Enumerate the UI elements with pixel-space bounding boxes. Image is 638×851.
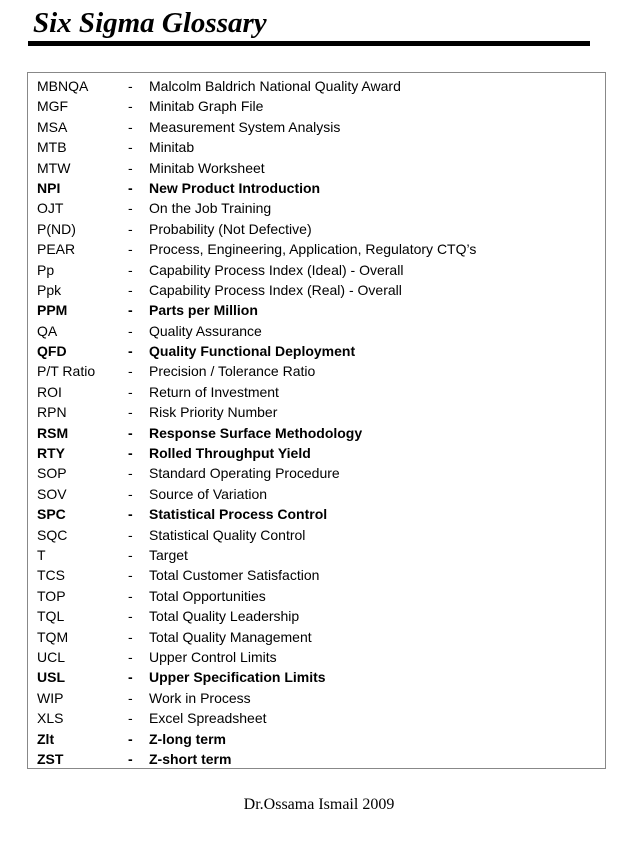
glossary-separator: - <box>128 669 133 686</box>
glossary-definition: Measurement System Analysis <box>149 118 341 135</box>
glossary-separator: - <box>128 587 133 604</box>
glossary-row <box>28 382 605 402</box>
glossary-row <box>28 708 605 728</box>
glossary-abbreviation: SPC <box>37 506 66 523</box>
glossary-definition: Total Quality Management <box>149 628 312 645</box>
glossary-abbreviation: SOV <box>37 485 67 502</box>
glossary-abbreviation: SOP <box>37 465 67 482</box>
glossary-definition: Return of Investment <box>149 383 279 400</box>
footer-author: Dr.Ossama Ismail 2009 <box>243 796 395 813</box>
glossary-separator: - <box>128 139 133 156</box>
glossary-row <box>28 361 605 381</box>
glossary-abbreviation: QA <box>37 322 58 339</box>
glossary-abbreviation: MTB <box>37 139 67 156</box>
glossary-abbreviation: P(ND) <box>37 220 76 237</box>
glossary-row <box>28 463 605 483</box>
glossary-row <box>28 647 605 667</box>
glossary-definition: Statistical Quality Control <box>149 526 306 543</box>
glossary-definition: New Product Introduction <box>149 179 321 196</box>
glossary-row <box>28 219 605 239</box>
glossary-abbreviation: NPI <box>37 179 61 196</box>
glossary-row <box>28 341 605 361</box>
glossary-row <box>28 96 605 116</box>
glossary-row <box>28 606 605 626</box>
glossary-definition: Target <box>149 546 188 563</box>
glossary-separator: - <box>128 343 133 360</box>
glossary-separator: - <box>128 302 133 319</box>
glossary-separator: - <box>128 628 133 645</box>
glossary-row <box>28 137 605 157</box>
glossary-abbreviation: MGF <box>37 98 69 115</box>
glossary-abbreviation: TOP <box>37 587 66 604</box>
glossary-separator: - <box>128 159 133 176</box>
glossary-row <box>28 300 605 320</box>
glossary-definition: Malcolm Baldrich National Quality Award <box>149 78 401 94</box>
glossary-definition: Minitab <box>149 139 195 156</box>
glossary-definition: Work in Process <box>149 689 251 706</box>
glossary-abbreviation: XLS <box>37 710 64 727</box>
glossary-definition: Statistical Process Control <box>149 506 328 523</box>
glossary-abbreviation: MBNQA <box>37 78 89 94</box>
glossary-abbreviation: ROI <box>37 383 62 400</box>
glossary-abbreviation: TQM <box>37 628 69 645</box>
glossary-separator: - <box>128 220 133 237</box>
glossary-definition: Precision / Tolerance Ratio <box>149 363 316 380</box>
glossary-abbreviation: ZST <box>37 750 64 767</box>
glossary-abbreviation: MSA <box>37 118 68 135</box>
glossary-definition: Capability Process Index (Real) - Overall <box>149 281 402 298</box>
glossary-separator: - <box>128 689 133 706</box>
glossary-definition: Excel Spreadsheet <box>149 710 267 727</box>
glossary-row <box>28 667 605 687</box>
glossary-definition: Total Quality Leadership <box>149 608 300 625</box>
glossary-definition: Process, Engineering, Application, Regulatory CTQ’s <box>149 241 477 258</box>
glossary-row <box>28 729 605 749</box>
glossary-table <box>27 72 606 769</box>
glossary-row <box>28 565 605 585</box>
glossary-separator: - <box>128 648 133 665</box>
glossary-row <box>28 402 605 422</box>
glossary-separator: - <box>128 445 133 462</box>
glossary-abbreviation: SQC <box>37 526 68 543</box>
glossary-row <box>28 198 605 218</box>
glossary-definition: Minitab Worksheet <box>149 159 265 176</box>
glossary-abbreviation: USL <box>37 669 65 686</box>
glossary-definition: Total Customer Satisfaction <box>149 567 320 584</box>
glossary-definition: Upper Control Limits <box>149 648 277 665</box>
glossary-separator: - <box>128 179 133 196</box>
glossary-definition: Z-long term <box>149 730 226 747</box>
glossary-row <box>28 627 605 647</box>
glossary-separator: - <box>128 261 133 278</box>
glossary-row <box>28 280 605 300</box>
glossary-definition: Source of Variation <box>149 485 268 502</box>
glossary-definition: Minitab Graph File <box>149 98 264 115</box>
glossary-row <box>28 76 605 96</box>
glossary-row <box>28 586 605 606</box>
glossary-abbreviation: TQL <box>37 608 65 625</box>
glossary-abbreviation: WIP <box>37 689 64 706</box>
glossary-separator: - <box>128 750 133 767</box>
glossary-definition: Probability (Not Defective) <box>149 220 312 237</box>
glossary-definition: Capability Process Index (Ideal) - Overall <box>149 261 404 278</box>
glossary-separator: - <box>128 98 133 115</box>
glossary-definition: Standard Operating Procedure <box>149 465 340 482</box>
glossary-separator: - <box>128 424 133 441</box>
page-title: Six Sigma Glossary <box>33 7 267 39</box>
glossary-row <box>28 525 605 545</box>
glossary-definition: Parts per Million <box>149 302 258 319</box>
glossary-separator: - <box>128 546 133 563</box>
glossary-separator: - <box>128 404 133 421</box>
glossary-abbreviation: PPM <box>37 302 68 319</box>
glossary-row <box>28 688 605 708</box>
glossary-separator: - <box>128 710 133 727</box>
glossary-abbreviation: OJT <box>37 200 64 217</box>
glossary-separator: - <box>128 567 133 584</box>
glossary-row <box>28 321 605 341</box>
glossary-rows <box>28 76 605 769</box>
glossary-row <box>28 443 605 463</box>
glossary-abbreviation: P/T Ratio <box>37 363 96 380</box>
glossary-row <box>28 749 605 769</box>
glossary-abbreviation: T <box>37 546 46 563</box>
glossary-abbreviation: RSM <box>37 424 69 441</box>
glossary-separator: - <box>128 281 133 298</box>
glossary-separator: - <box>128 526 133 543</box>
title-underline <box>28 41 590 46</box>
glossary-separator: - <box>128 383 133 400</box>
glossary-separator: - <box>128 506 133 523</box>
glossary-definition: Total Opportunities <box>149 587 266 604</box>
glossary-separator: - <box>128 241 133 258</box>
glossary-definition: Quality Assurance <box>149 322 262 339</box>
glossary-definition: On the Job Training <box>149 200 272 217</box>
glossary-definition: Risk Priority Number <box>149 404 278 421</box>
glossary-abbreviation: Pp <box>37 261 55 278</box>
glossary-separator: - <box>128 465 133 482</box>
glossary-abbreviation: RTY <box>37 445 65 462</box>
glossary-abbreviation: Zlt <box>37 730 55 747</box>
glossary-definition: Quality Functional Deployment <box>149 343 356 360</box>
glossary-separator: - <box>128 730 133 747</box>
glossary-abbreviation: MTW <box>37 159 71 176</box>
glossary-abbreviation: UCL <box>37 648 66 665</box>
glossary-abbreviation: PEAR <box>37 241 76 258</box>
glossary-separator: - <box>128 485 133 502</box>
glossary-separator: - <box>128 78 133 94</box>
glossary-separator: - <box>128 118 133 135</box>
glossary-separator: - <box>128 363 133 380</box>
glossary-definition: Rolled Throughput Yield <box>149 445 311 462</box>
glossary-definition: Response Surface Methodology <box>149 424 363 441</box>
glossary-row <box>28 239 605 259</box>
glossary-abbreviation: Ppk <box>37 281 62 298</box>
glossary-abbreviation: TCS <box>37 567 65 584</box>
glossary-separator: - <box>128 200 133 217</box>
glossary-abbreviation: RPN <box>37 404 67 421</box>
glossary-row <box>28 423 605 443</box>
glossary-definition: Upper Specification Limits <box>149 669 326 686</box>
glossary-row <box>28 158 605 178</box>
glossary-separator: - <box>128 608 133 625</box>
glossary-row <box>28 504 605 524</box>
glossary-row <box>28 545 605 565</box>
glossary-row <box>28 117 605 137</box>
glossary-row <box>28 260 605 280</box>
glossary-row <box>28 178 605 198</box>
glossary-definition: Z-short term <box>149 750 232 767</box>
glossary-abbreviation: QFD <box>37 343 67 360</box>
glossary-separator: - <box>128 322 133 339</box>
glossary-row <box>28 484 605 504</box>
